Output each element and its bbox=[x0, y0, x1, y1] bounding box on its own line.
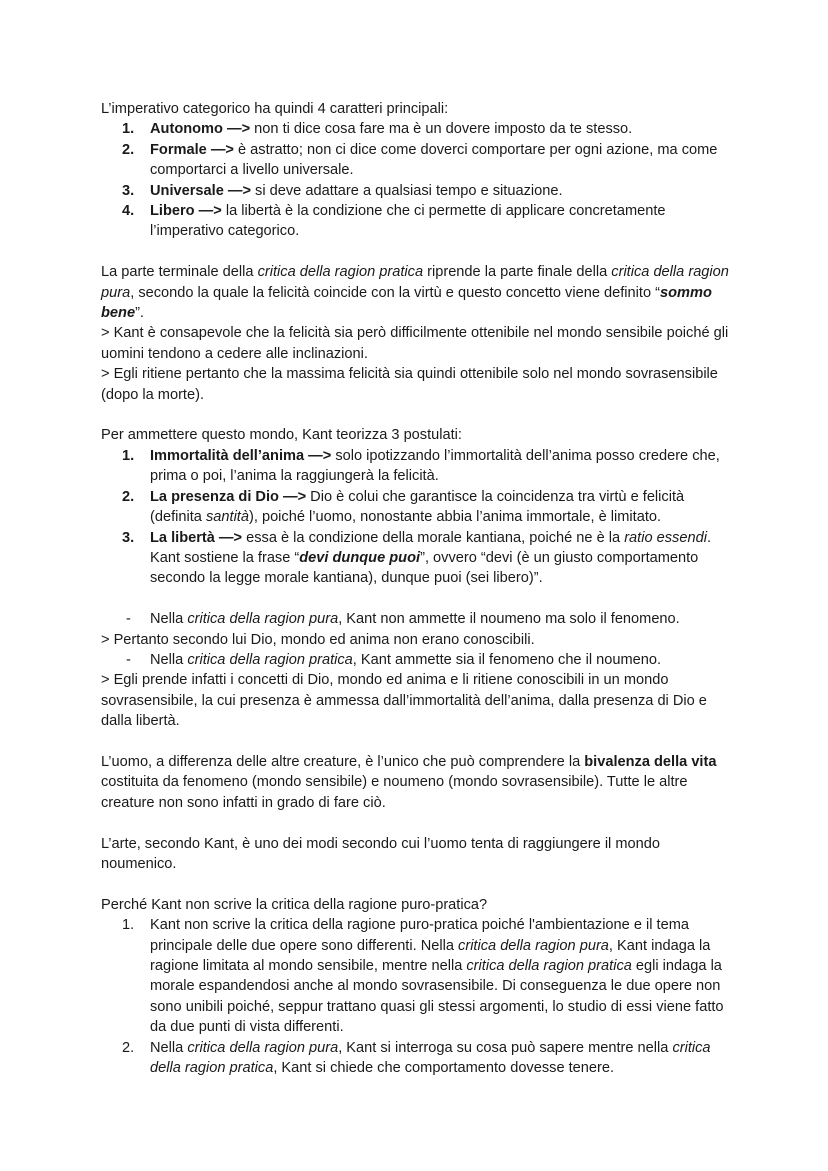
paragraph-sommo-bene bbox=[101, 262, 731, 323]
text-run: essa è la condizione della morale kantiana, poiché ne è la bbox=[242, 529, 625, 546]
text-run: Immortalità dell’anima —> bbox=[150, 447, 332, 464]
text-run: Per ammettere questo mondo, Kant teorizza 3 postulati: bbox=[101, 427, 462, 444]
text-run: Libero —> bbox=[150, 203, 222, 220]
text-run: si deve adattare a qualsiasi tempo e situazione. bbox=[251, 182, 563, 199]
text-run: ), poiché l’uomo, nonostante abbia l’anima immortale, è limitato. bbox=[248, 509, 662, 526]
list-number: 2. bbox=[122, 1039, 135, 1056]
section-puro-pratica-question bbox=[101, 895, 731, 915]
text-run: , Kant si interroga su cosa può sapere mentre nella bbox=[338, 1039, 673, 1056]
text-run: egli indaga la morale espandendosi anche al mondo sovrasensibile. Di conseguenza le due opere non sono unibili poiché, seppur trattano quasi gli stessi argomenti, lo studio di essi viene fatto da due punti di vista differenti. bbox=[150, 957, 724, 1036]
text-run: , Kant indaga la ragione limitata al mondo sensibile, mentre nella bbox=[150, 937, 711, 974]
paragraph-massima-felicita bbox=[101, 364, 731, 405]
section-imperativo-intro bbox=[101, 99, 731, 119]
text-run: critica della ragion pratica bbox=[150, 1039, 711, 1076]
list-item bbox=[101, 181, 731, 201]
paragraph bbox=[101, 630, 731, 650]
text-run: critica della ragion pura bbox=[187, 1039, 339, 1056]
spacer bbox=[101, 589, 731, 609]
text-run: > Egli ritiene pertanto che la massima felicità sia quindi ottenibile solo nel mondo sovrasensibile (dopo la morte). bbox=[101, 366, 718, 403]
list-number: 2. bbox=[122, 141, 135, 158]
spacer bbox=[101, 405, 731, 425]
list-number: 1. bbox=[122, 917, 135, 934]
text-run: Universale —> bbox=[150, 182, 251, 199]
text-run: L’imperativo categorico ha quindi 4 caratteri principali: bbox=[101, 101, 449, 117]
text-run: ”. bbox=[135, 305, 144, 322]
postulati-list bbox=[101, 446, 731, 589]
text-run: sommo bene bbox=[101, 284, 712, 322]
document-page bbox=[101, 99, 731, 1078]
text-run: La presenza di Dio —> bbox=[150, 488, 307, 505]
text-run: Nella bbox=[150, 1039, 188, 1056]
text-run: Kant non scrive la critica della ragione puro-pratica poiché l'ambientazione e il tema principale delle due opere sono differenti. Nella bbox=[150, 917, 689, 954]
spacer bbox=[101, 813, 731, 833]
list-number: 2. bbox=[122, 488, 135, 505]
list-number: 3. bbox=[122, 182, 135, 199]
list-item bbox=[101, 528, 731, 589]
text-run: Dio è colui che garantisce la coincidenza tra virtù e felicità (definita bbox=[150, 488, 685, 526]
list-item bbox=[101, 446, 731, 487]
list-item bbox=[101, 119, 731, 139]
text-run: Nella bbox=[150, 611, 188, 628]
text-run: devi dunque puoi bbox=[299, 549, 421, 566]
text-run: è astratto; non ci dice come doverci comportare per ogni azione, ma come comportarci a livello universale. bbox=[150, 141, 718, 179]
text-run: Nella bbox=[150, 651, 188, 668]
text-run: Formale —> bbox=[150, 141, 234, 158]
text-run: critica della ragion pura bbox=[101, 264, 729, 301]
paragraph-bivalenza-vita bbox=[101, 752, 731, 813]
text-run: critica della ragion pratica bbox=[187, 651, 353, 668]
text-run: L’arte, secondo Kant, è uno dei modi secondo cui l’uomo tenta di raggiungere il mondo noumenico. bbox=[101, 835, 660, 872]
text-run: non ti dice cosa fare ma è un dovere imposto da te stesso. bbox=[250, 121, 633, 138]
list-number: 3. bbox=[122, 529, 135, 546]
text-run: ratio essendi bbox=[624, 529, 707, 546]
text-run: , Kant si chiede che comportamento dovesse tenere. bbox=[273, 1060, 615, 1076]
list-item bbox=[101, 201, 731, 242]
text-run: critica della ragion pura bbox=[458, 937, 609, 954]
text-run: > Pertanto secondo lui Dio, mondo ed anima non erano conoscibili. bbox=[101, 631, 535, 648]
text-run: > Kant è consapevole che la felicità sia però difficilmente ottenibile nel mondo sensibile poiché gli uomini tendono a cedere alle inclinazioni. bbox=[101, 325, 729, 362]
text-run: bivalenza della vita bbox=[584, 753, 717, 770]
spacer bbox=[101, 242, 731, 262]
text-run: critica della ragion pratica bbox=[466, 957, 632, 974]
text-run: Perché Kant non scrive la critica della ragione puro-pratica? bbox=[101, 896, 488, 913]
list-item bbox=[101, 915, 731, 1037]
list-number: 4. bbox=[122, 203, 135, 220]
list-item bbox=[101, 1038, 731, 1079]
text-run: . Kant sostiene la frase “ bbox=[150, 529, 711, 566]
text-run: , Kant non ammette il noumeno ma solo il fenomeno. bbox=[338, 611, 680, 628]
text-run: > Egli prende infatti i concetti di Dio, mondo ed anima e li ritiene conoscibili in un mondo sovrasensibile, la cui presenza è ammessa dall’immortalità dell’anima, dalla presenza di Dio e dalla libertà. bbox=[101, 672, 707, 730]
text-run: Autonomo —> bbox=[150, 121, 251, 138]
noumeno-fenomeno-block bbox=[101, 609, 731, 731]
text-run: costituita da fenomeno (mondo sensibile) e noumeno (mondo sovrasensibile). Tutte le altre creature non sono infatti in grado di fare ciò. bbox=[101, 774, 688, 811]
list-number: 1. bbox=[122, 447, 135, 464]
text-run: critica della ragion pratica bbox=[257, 264, 424, 281]
paragraph-kant-consapevole bbox=[101, 323, 731, 364]
dash-list-item bbox=[101, 609, 731, 629]
dash-bullet: - bbox=[126, 611, 131, 628]
list-item bbox=[101, 487, 731, 528]
dash-bullet: - bbox=[126, 651, 131, 668]
spacer bbox=[101, 874, 731, 894]
text-run: solo ipotizzando l’immortalità dell’anima posso credere che, prima o poi, l’anima la raggiungerà la felicità. bbox=[150, 447, 720, 485]
dash-list-item bbox=[101, 650, 731, 670]
text-run: , Kant ammette sia il fenomeno che il noumeno. bbox=[352, 651, 662, 668]
text-run: ”, ovvero “devi (è un giusto comportamento secondo la legge morale kantiana), dunque puoi (sei libero)”. bbox=[150, 549, 699, 587]
text-run: santità bbox=[205, 509, 249, 526]
section-postulati-intro bbox=[101, 425, 731, 445]
text-run: La libertà —> bbox=[150, 529, 243, 546]
text-run: L’uomo, a differenza delle altre creature, è l’unico che può comprendere la bbox=[101, 753, 585, 770]
paragraph-arte bbox=[101, 834, 731, 875]
text-run: La parte terminale della bbox=[101, 264, 258, 281]
imperativo-characteristics-list bbox=[101, 119, 731, 241]
list-item bbox=[101, 140, 731, 181]
text-run: la libertà è la condizione che ci permette di applicare concretamente l’imperativo categorico. bbox=[150, 203, 666, 240]
list-number: 1. bbox=[122, 121, 135, 138]
text-run: critica della ragion pura bbox=[187, 611, 339, 628]
text-run: riprende la parte finale della bbox=[423, 264, 612, 281]
paragraph bbox=[101, 670, 731, 731]
puro-pratica-answers-list bbox=[101, 915, 731, 1078]
text-run: , secondo la quale la felicità coincide con la virtù e questo concetto viene definito “ bbox=[130, 284, 660, 301]
spacer bbox=[101, 732, 731, 752]
